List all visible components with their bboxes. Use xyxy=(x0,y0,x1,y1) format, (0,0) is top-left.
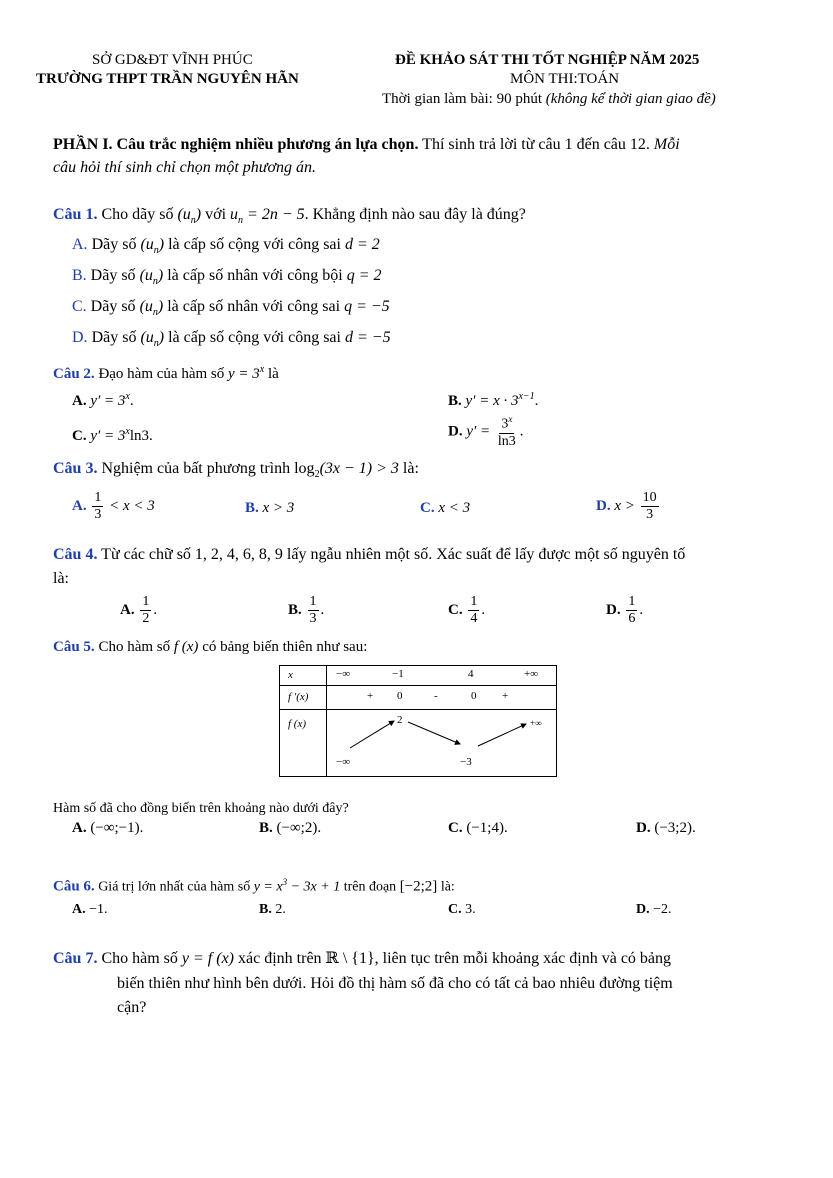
table-arrows xyxy=(280,666,556,776)
q1-option-c-rest: là cấp số nhân với công sai xyxy=(163,298,345,315)
q2-option-c[interactable] xyxy=(72,426,153,445)
q3-option-d-label: D. xyxy=(596,498,611,515)
q2-option-b-math: y′ = x · 3 xyxy=(465,393,519,409)
q1-seq-close: ) xyxy=(195,206,202,223)
q5-option-c-label: C. xyxy=(448,820,463,836)
q4-option-d-label: D. xyxy=(606,602,621,619)
q4-option-d[interactable]: D. $\frac{1}{6}$ . xyxy=(606,594,644,627)
q2-option-a-math: y′ = 3 xyxy=(90,393,126,409)
q3-option-a-label: A. xyxy=(72,498,87,515)
table-x-pos-inf: +∞ xyxy=(524,668,539,680)
q1-option-c-seq-open: (u xyxy=(139,298,153,315)
q5-question: Hàm số đã cho đồng biến trên khoảng nào dưới đây? xyxy=(53,801,349,816)
q1-formula xyxy=(230,206,305,227)
q6-stem-sup: 3 xyxy=(282,877,288,887)
q1-option-d-seq-open: (u xyxy=(140,329,154,346)
q7-stem-text2: xác định trên xyxy=(234,950,326,967)
table-sign-zero1: 0 xyxy=(397,690,403,702)
q1-option-c-seq xyxy=(139,298,164,319)
q5-option-a[interactable] xyxy=(72,820,143,837)
q1-option-b-label: B. xyxy=(72,267,87,284)
q1-option-b-seq-sub: n xyxy=(152,276,158,288)
q1-option-d-seq-sub: n xyxy=(153,338,159,350)
q3-option-d-math: x > xyxy=(614,498,639,515)
q2-option-d-num-base: 3 xyxy=(501,416,509,432)
q5-option-a-math: (−∞;−1). xyxy=(90,820,144,836)
q4-option-b[interactable]: B. $\frac{1}{3}$ . xyxy=(288,594,325,627)
q7-stem-text: Cho hàm số xyxy=(97,950,182,967)
table-f-label: f (x) xyxy=(288,718,307,730)
q1-option-d[interactable] xyxy=(72,329,391,349)
part1-text: Thí sinh trả lời từ câu 1 đến câu 12. xyxy=(418,136,654,153)
q5-option-c-math: (−1;4). xyxy=(466,820,508,836)
q1-option-a[interactable] xyxy=(72,236,380,256)
q6-option-d-text: −2. xyxy=(649,902,672,917)
header-subject: MÔN THI:TOÁN xyxy=(510,71,620,87)
q4-option-b-fraction xyxy=(308,594,319,627)
q2-option-b-label: B. xyxy=(448,393,462,409)
q7-stem-line1 xyxy=(53,948,671,968)
q3-stem-end: là: xyxy=(398,460,419,477)
q7-stem-math: y = f (x) xyxy=(181,950,235,967)
q1-formula-u: u xyxy=(230,206,239,223)
q1-option-b-seq-close: ) xyxy=(157,267,164,284)
q2-option-d-numerator xyxy=(499,414,514,434)
q4-stem-text: Từ các chữ số 1, 2, 4, 6, 8, 9 lấy ngẫu nhiên một số. Xác suất để lấy được một số nguyên tố xyxy=(97,546,686,563)
q5-stem-end: có bảng biến thiên như sau: xyxy=(198,639,368,655)
q3-option-d-numerator: 10 xyxy=(641,490,659,507)
q7-stem-line3: cận? xyxy=(117,999,147,1016)
table-sign-zero2: 0 xyxy=(471,690,477,702)
q2-option-d[interactable] xyxy=(448,414,524,450)
part1-instruction-line2: câu hỏi thí sinh chỉ chọn một phương án. xyxy=(53,159,317,176)
q5-option-c[interactable] xyxy=(448,820,508,837)
q6-option-c[interactable] xyxy=(448,902,476,918)
q1-option-b-rest: là cấp số nhân với công bội xyxy=(163,267,347,284)
q1-stem-text2: với xyxy=(201,206,231,223)
q2-option-b-sup: x−1 xyxy=(518,391,535,402)
q2-option-d-label: D. xyxy=(448,423,463,440)
q1-option-b-seq-open: (u xyxy=(139,267,153,284)
q3-option-a[interactable] xyxy=(72,490,155,523)
q3-option-d[interactable] xyxy=(596,490,661,523)
q3-label: Câu 3. xyxy=(53,460,98,477)
arrow-increase-1 xyxy=(350,721,394,748)
q6-option-b[interactable] xyxy=(259,902,286,918)
q2-option-b-end: . xyxy=(534,393,539,409)
q2-stem-text: Đạo hàm của hàm số xyxy=(94,366,228,382)
q6-option-d[interactable] xyxy=(636,902,672,918)
q1-option-a-seq-close: ) xyxy=(158,236,165,253)
q3-option-c-label: C. xyxy=(420,500,435,516)
q1-option-a-seq-sub: n xyxy=(153,245,159,257)
header-exam-title: ĐỀ KHẢO SÁT THI TỐT NGHIỆP NĂM 2025 xyxy=(395,52,700,68)
q4-option-d-denominator: 6 xyxy=(628,611,636,627)
q4-option-c-label: C. xyxy=(448,602,463,619)
q2-option-c-label: C. xyxy=(72,428,87,444)
q4-stem-line1 xyxy=(53,546,685,564)
table-f-neg-inf: −∞ xyxy=(336,756,351,768)
header-school-department: SỞ GD&ĐT VĨNH PHÚC xyxy=(92,52,253,68)
q3-stem-text: Nghiệm của bất phương trình xyxy=(97,460,295,477)
q3-option-c[interactable] xyxy=(420,500,470,517)
table-sign-minus: - xyxy=(434,690,438,702)
q6-stem-interval: [−2;2] xyxy=(399,878,438,895)
q6-stem-math: y = x xyxy=(253,879,283,895)
table-x-4: 4 xyxy=(468,668,474,680)
q7-stem-text3: , liên tục trên mỗi khoảng xác định và có bảng xyxy=(374,950,672,967)
q6-option-b-label: B. xyxy=(259,902,272,917)
q2-option-c-end: ln3. xyxy=(129,428,153,444)
q1-option-c-seq-close: ) xyxy=(157,298,164,315)
q1-formula-rhs: = 2n − 5 xyxy=(243,206,305,223)
table-sign-plus2: + xyxy=(502,690,509,702)
header-school-name: TRƯỜNG THPT TRẦN NGUYÊN HÃN xyxy=(36,71,299,87)
q4-option-c-fraction xyxy=(468,594,479,627)
header-time-main: Thời gian làm bài: 90 phút xyxy=(382,91,542,107)
q6-option-a-text: −1. xyxy=(85,902,108,917)
q2-option-c-math: y′ = 3 xyxy=(90,428,126,444)
q5-option-d-math: (−3;2). xyxy=(654,820,696,836)
part1-text-italic: Mỗi xyxy=(653,136,680,153)
q2-stem-sup: x xyxy=(259,364,265,375)
q3-stem xyxy=(53,460,419,480)
q6-option-c-label: C. xyxy=(448,902,462,917)
q1-option-a-seq-open: (u xyxy=(140,236,154,253)
q1-option-d-rest: là cấp số cộng với công sai xyxy=(164,329,345,346)
q5-label: Câu 5. xyxy=(53,639,95,655)
q1-label: Câu 1. xyxy=(53,206,98,223)
q1-option-d-seq xyxy=(140,329,165,350)
q4-option-c[interactable]: C. $\frac{1}{4}$ . xyxy=(448,594,486,627)
q1-option-d-math: d = −5 xyxy=(344,329,391,346)
q4-stem-line2: là: xyxy=(53,570,69,587)
q6-option-d-label: D. xyxy=(636,902,650,917)
q1-option-b-math: q = 2 xyxy=(346,267,382,284)
q5-option-d[interactable] xyxy=(636,820,696,837)
q1-stem xyxy=(53,206,526,226)
q1-stem-text3: . Khẳng định nào sau đây là đúng? xyxy=(304,206,526,223)
table-f-max: 2 xyxy=(397,714,403,726)
q2-option-c-sup: x xyxy=(125,426,130,437)
q2-stem xyxy=(53,364,279,383)
q6-stem-math2: − 3x + 1 xyxy=(287,879,341,895)
q2-stem-math: y = 3 xyxy=(227,366,260,382)
q3-option-a-rest: < x < 3 xyxy=(105,498,155,515)
q6-stem-mid: trên đoạn xyxy=(340,879,400,895)
q2-option-d-denominator: ln3 xyxy=(497,433,516,449)
table-f-pos-inf: +∞ xyxy=(530,718,542,728)
q3-option-d-fraction xyxy=(641,490,659,523)
q3-option-d-denominator: 3 xyxy=(646,507,654,523)
q1-option-c-math: q = −5 xyxy=(344,298,390,315)
q6-option-a-label: A. xyxy=(72,902,86,917)
q1-option-c-text: Dãy số xyxy=(86,298,140,315)
q1-seq xyxy=(177,206,202,227)
q2-option-d-end: . xyxy=(519,423,524,440)
q4-option-d-fraction xyxy=(626,594,637,627)
part1-instruction-line1 xyxy=(53,136,680,154)
q6-label: Câu 6. xyxy=(53,878,95,895)
table-sign-plus1: + xyxy=(367,690,374,702)
q3-option-c-math: x < 3 xyxy=(438,500,471,516)
q7-stem-domain: ℝ \ {1} xyxy=(325,950,375,967)
q2-option-a[interactable] xyxy=(72,391,134,410)
q4-option-c-denominator: 4 xyxy=(470,611,478,627)
q1-seq-open: (u xyxy=(177,206,191,223)
q3-option-b[interactable] xyxy=(245,500,294,517)
header-time xyxy=(382,91,716,108)
q6-option-a[interactable] xyxy=(72,902,108,918)
part1-title: PHẦN I. Câu trắc nghiệm nhiều phương án lựa chọn. xyxy=(53,136,419,153)
q1-option-b-text: Dãy số xyxy=(86,267,140,284)
q5-option-b[interactable] xyxy=(259,820,321,837)
q6-stem-end: là: xyxy=(437,879,455,895)
table-fprime-label: f ′(x) xyxy=(288,691,309,703)
q1-option-c-label: C. xyxy=(72,298,87,315)
q5-stem-math: f (x) xyxy=(173,639,199,655)
q2-label: Câu 2. xyxy=(53,366,95,382)
q2-option-b[interactable] xyxy=(448,391,538,410)
q3-option-b-label: B. xyxy=(245,500,259,516)
q1-option-c-seq-sub: n xyxy=(152,307,158,319)
table-f-min: −3 xyxy=(460,756,472,768)
q6-stem xyxy=(53,877,455,896)
q4-option-a-numerator: 1 xyxy=(140,594,151,611)
q1-option-b-seq xyxy=(139,267,164,288)
q1-option-a-label: A. xyxy=(72,236,88,253)
table-x-label: x xyxy=(288,669,293,681)
q1-option-d-label: D. xyxy=(72,329,88,346)
q1-option-d-seq-close: ) xyxy=(158,329,165,346)
q2-option-a-end: . xyxy=(129,393,134,409)
q3-stem-log-base: 2 xyxy=(314,469,320,481)
q4-option-b-label: B. xyxy=(288,602,302,619)
q5-option-b-math: (−∞;2). xyxy=(276,820,322,836)
q5-stem-text: Cho hàm số xyxy=(94,639,174,655)
q7-label: Câu 7. xyxy=(53,950,98,967)
q5-option-b-label: B. xyxy=(259,820,273,836)
q3-stem-math: (3x − 1) > 3 xyxy=(319,460,399,477)
q1-option-a-rest: là cấp số cộng với công sai xyxy=(164,236,345,253)
q6-stem-text: Giá trị lớn nhất của hàm số xyxy=(94,879,254,895)
q4-option-a-denominator: 2 xyxy=(142,611,150,627)
q5-option-d-label: D. xyxy=(636,820,651,836)
q1-option-a-text: Dãy số xyxy=(87,236,141,253)
q1-option-d-text: Dãy số xyxy=(87,329,141,346)
q1-option-b[interactable] xyxy=(72,267,382,287)
arrow-decrease xyxy=(408,722,460,744)
q6-option-b-text: 2. xyxy=(271,902,286,917)
header-time-note: (không kể thời gian giao đề) xyxy=(545,91,716,107)
q2-option-d-num-sup: x xyxy=(508,414,513,424)
q3-stem-log: log xyxy=(294,460,315,477)
q4-option-a-label: A. xyxy=(120,602,135,619)
q3-option-b-math: x > 3 xyxy=(262,500,295,516)
q2-option-a-sup: x xyxy=(125,391,130,402)
q7-stem-line2: biến thiên như hình bên dưới. Hỏi đồ thị hàm số đã cho có tất cả bao nhiêu đường tiệm xyxy=(117,975,673,992)
q4-option-d-numerator: 1 xyxy=(626,594,637,611)
q4-option-c-numerator: 1 xyxy=(468,594,479,611)
q3-option-a-fraction xyxy=(92,490,103,523)
q5-stem xyxy=(53,639,367,656)
table-x-minus1: −1 xyxy=(392,668,404,680)
q3-option-a-denominator: 3 xyxy=(94,507,102,523)
q1-stem-text: Cho dãy số xyxy=(97,206,178,223)
q6-option-c-text: 3. xyxy=(461,902,476,917)
q1-option-a-math: d = 2 xyxy=(344,236,380,253)
q2-option-a-label: A. xyxy=(72,393,87,409)
q4-option-a[interactable]: A. $\frac{1}{2}$ . xyxy=(120,594,158,627)
q4-option-a-fraction xyxy=(140,594,151,627)
q5-option-a-label: A. xyxy=(72,820,87,836)
q1-formula-sub: n xyxy=(238,215,244,227)
q4-option-b-denominator: 3 xyxy=(309,611,317,627)
q4-label: Câu 4. xyxy=(53,546,98,563)
arrow-increase-2 xyxy=(478,724,526,746)
q4-option-b-numerator: 1 xyxy=(308,594,319,611)
q1-option-c[interactable] xyxy=(72,298,390,318)
q1-option-a-seq xyxy=(140,236,165,257)
variation-table xyxy=(279,665,557,777)
q3-option-a-numerator: 1 xyxy=(92,490,103,507)
q2-stem-end: là xyxy=(264,366,279,382)
q2-option-d-math: y′ = xyxy=(466,423,494,440)
table-x-neg-inf: −∞ xyxy=(336,668,351,680)
q2-option-d-fraction xyxy=(496,414,518,450)
q1-seq-sub: n xyxy=(190,215,196,227)
